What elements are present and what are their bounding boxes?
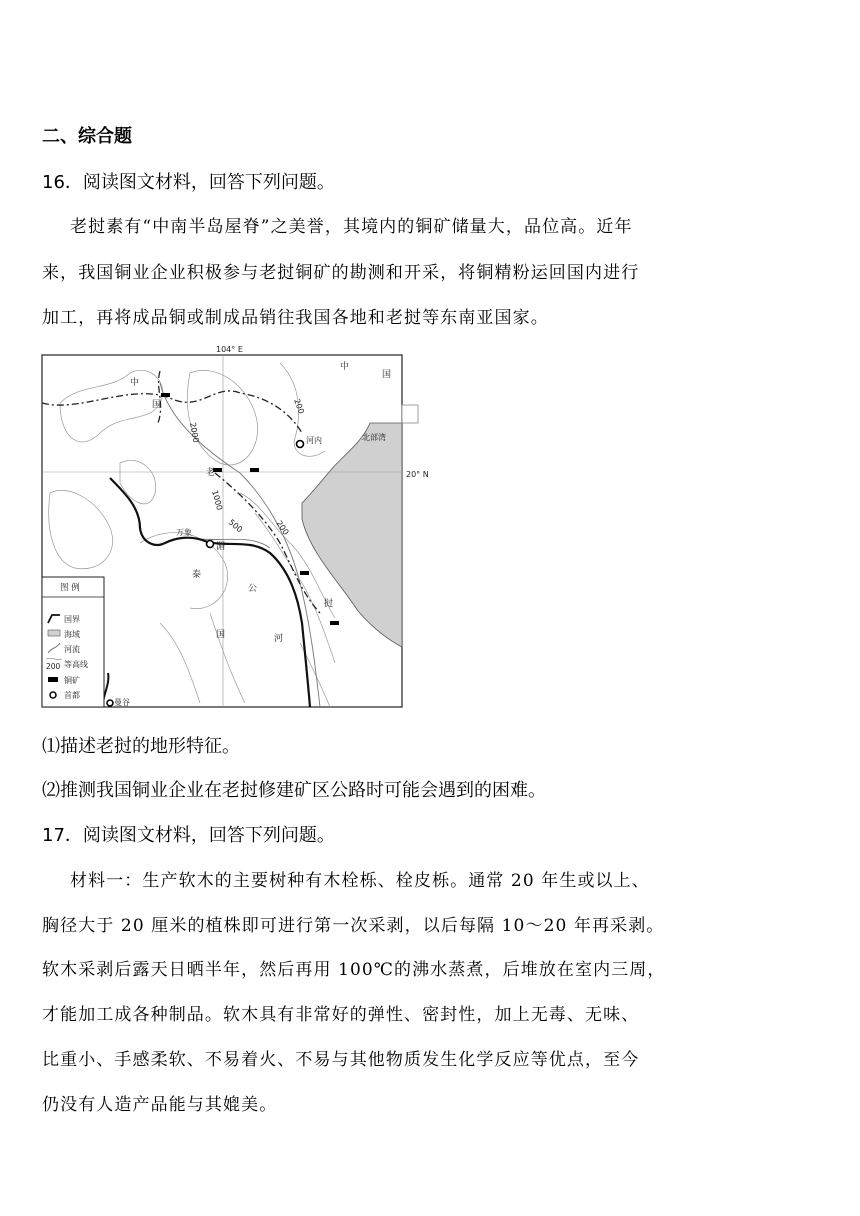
label-china: 中 bbox=[340, 362, 350, 372]
copper-mine-marker bbox=[330, 621, 339, 625]
label-china: 国 bbox=[152, 400, 162, 410]
inset-box bbox=[402, 405, 418, 423]
legend-item: 铜矿 bbox=[64, 676, 80, 685]
legend-capital-symbol bbox=[50, 692, 56, 698]
label-china: 国 bbox=[382, 370, 392, 380]
section-title: 二、综合题 bbox=[42, 126, 132, 147]
q16-paragraph-line: 老挝素有“中南半岛屋脊”之美誉，其境内的铜矿储量大，品位高。近年 bbox=[70, 217, 633, 237]
map-legend bbox=[42, 577, 104, 707]
q17-paragraph-line: 仍没有人造产品能与其媲美。 bbox=[42, 1095, 278, 1115]
legend-item: 等高线 bbox=[64, 660, 88, 669]
label-mekong: 湄 bbox=[216, 542, 226, 552]
q17-paragraph-line: 软木采剥后露天日晒半年，然后再用 100℃的沸水蒸煮，后堆放在室内三周， bbox=[42, 960, 666, 980]
q17-paragraph-line: 胸径大于 20 厘米的植株即可进行第一次采剥，以后每隔 10～20 年再采剥。 bbox=[42, 916, 665, 936]
legend-item: 河流 bbox=[64, 645, 80, 654]
q16-paragraph-line: 加工，再将成品铜或制成品销往我国各地和老挝等东南亚国家。 bbox=[42, 308, 549, 328]
question-16-title: 16．阅读图文材料，回答下列问题。 bbox=[42, 172, 335, 193]
label-bangkok: 曼谷 bbox=[114, 698, 130, 707]
q16-paragraph-line: 来，我国铜业企业积极参与老挝铜矿的勘测和开采，将铜精粉运回国内进行 bbox=[42, 263, 640, 283]
label-laos: 老 bbox=[206, 468, 216, 478]
copper-mine-marker bbox=[300, 571, 309, 575]
contour-label: 200 bbox=[274, 518, 291, 537]
label-vientiane: 万象 bbox=[176, 528, 192, 537]
hanoi-capital-marker bbox=[297, 441, 304, 448]
q16-subquestion-2: ⑵推测我国铜业企业在老挝修建矿区公路时可能会遇到的困难。 bbox=[42, 780, 546, 801]
laos-topographic-map bbox=[40, 343, 440, 711]
legend-item: 首都 bbox=[64, 691, 80, 700]
vientiane-capital-marker bbox=[207, 541, 214, 548]
legend-item: 国界 bbox=[64, 615, 80, 624]
q17-paragraph-line: 材料一：生产软木的主要树种有木栓栎、栓皮栎。通常 20 年生或以上、 bbox=[70, 871, 650, 891]
contour-label: 1000 bbox=[210, 489, 225, 512]
bangkok-capital-marker bbox=[107, 700, 113, 706]
q17-paragraph-line: 才能加工成各种制品。软木具有非常好的弹性、密封性，加上无毒、无味、 bbox=[42, 1005, 640, 1025]
contour-label: 2000 bbox=[188, 421, 201, 444]
copper-mine-marker bbox=[161, 393, 170, 397]
question-17-title: 17．阅读图文材料，回答下列问题。 bbox=[42, 825, 335, 846]
label-mekong: 公 bbox=[248, 584, 258, 594]
contour-label: 200 bbox=[292, 397, 306, 416]
label-gulf: 北部湾 bbox=[362, 433, 386, 442]
label-thailand: 国 bbox=[216, 630, 226, 640]
label-laos: 挝 bbox=[324, 599, 334, 609]
longitude-label: 104° E bbox=[216, 345, 243, 354]
legend-copper-symbol bbox=[48, 677, 58, 682]
label-china: 中 bbox=[130, 378, 140, 388]
label-thailand: 泰 bbox=[192, 570, 202, 580]
contour-label: 500 bbox=[226, 517, 245, 535]
label-hanoi: 河内 bbox=[306, 436, 322, 445]
label-mekong: 河 bbox=[274, 634, 284, 644]
copper-mine-marker bbox=[250, 468, 259, 472]
legend-contour-sample: 200 bbox=[46, 662, 61, 671]
legend-item: 海域 bbox=[64, 630, 80, 639]
q16-subquestion-1: ⑴描述老挝的地形特征。 bbox=[42, 736, 240, 757]
legend-sea-symbol bbox=[48, 630, 60, 636]
q17-paragraph-line: 比重小、手感柔软、不易着火、不易与其他物质发生化学反应等优点，至今 bbox=[42, 1050, 640, 1070]
latitude-label: 20° N bbox=[406, 470, 429, 479]
legend-title: 图 例 bbox=[60, 583, 80, 593]
